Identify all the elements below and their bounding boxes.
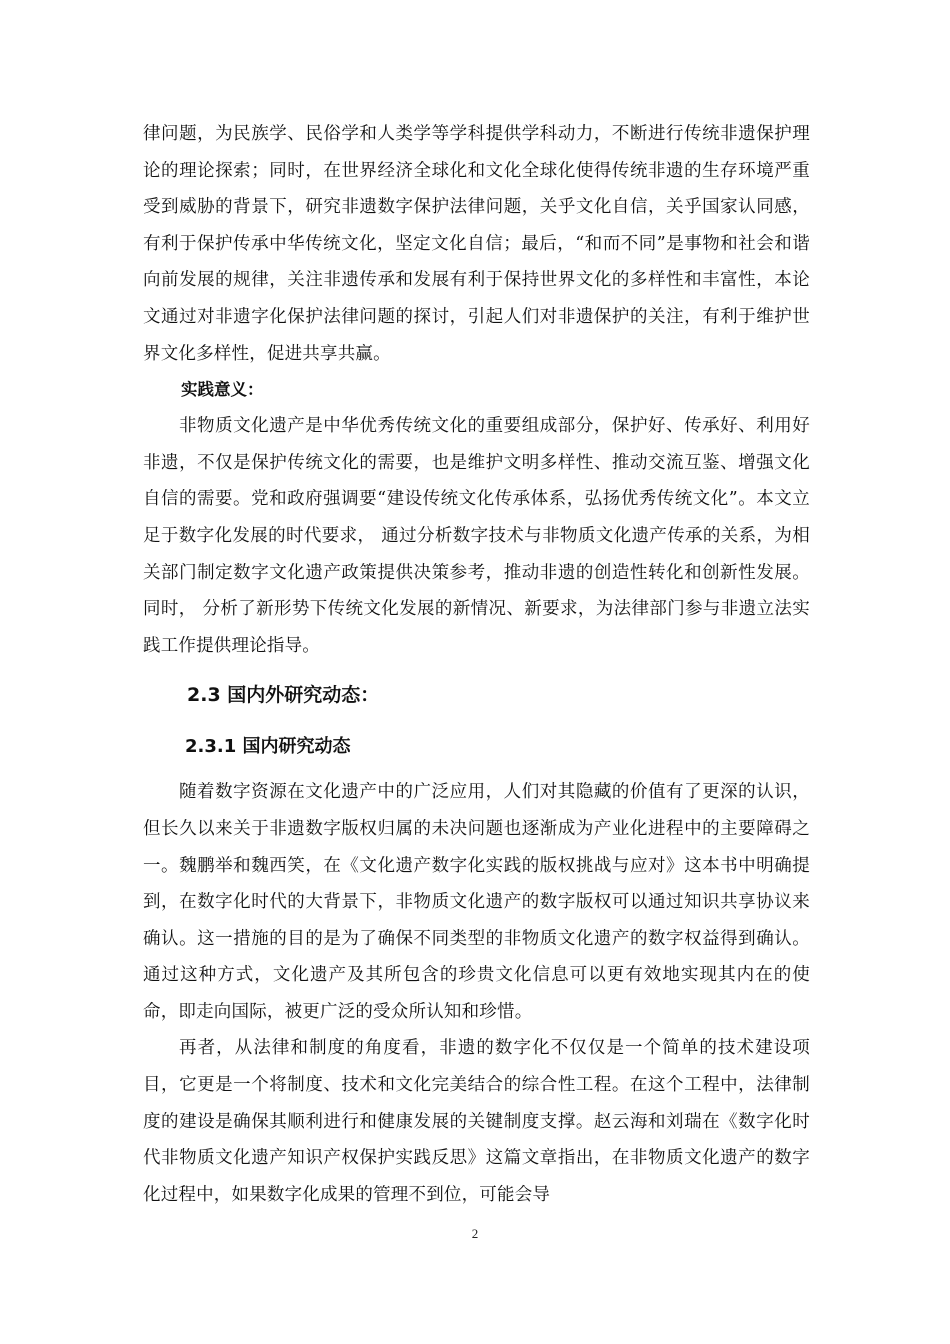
- paragraph-domestic-research-1: 随着数字资源在文化遗产中的广泛应用，人们对其隐藏的价值有了更深的认识，但长久以来关于非遗数字版权归属的未决问题也逐渐成为产业化进程中的主要障碍之一。魏鹏举和魏西笑，在《文化遗产数字化实践的版权挑战与应对》这本书中明确提到，在数字化时代的大背景下，非物质文化遗产的数字版权可以通过知识共享协议来确认。这一措施的目的是为了确保不同类型的非物质文化遗产的数字权益得到确认。通过这种方式，文化遗产及其所包含的珍贵文化信息可以更有效地实现其内在的使命，即走向国际，被更广泛的受众所认知和珍惜。: [143, 782, 810, 1022]
- practical-significance-label: 实践意义：: [181, 380, 264, 400]
- paragraph-practical-significance: 非物质文化遗产是中华优秀传统文化的重要组成部分，保护好、传承好、利用好非遗，不仅是保护传统文化的需要，也是维护文明多样性、推动交流互鉴、增强文化自信的需要。党和政府强调要“建设传统文化传承体系，弘扬优秀传统文化”。本文立足于数字化发展的时代要求， 通过分析数字技术与非物质文化遗产传承的关系，为相关部门制定数字文化遗产政策提供决策参考，推动非遗的创造性转化和创新性发展。同时， 分析了新形势下传统文化发展的新情况、新要求，为法律部门参与非遗立法实践工作提供理论指导。: [143, 416, 810, 656]
- page-body: [143, 116, 810, 1213]
- heading-2-3-1: 2.3.1 国内研究动态: [185, 736, 351, 758]
- heading-2-3: 2.3 国内外研究动态：: [187, 684, 380, 707]
- paragraph-domestic-research-2: 再者，从法律和制度的角度看，非遗的数字化不仅仅是一个简单的技术建设项目，它更是一个将制度、技术和文化完美结合的综合性工程。在这个工程中，法律制度的建设是确保其顺利进行和健康发展的关键制度支撑。赵云海和刘瑞在《数字化时代非物质文化遗产知识产权保护实践反思》这篇文章指出，在非物质文化遗产的数字化过程中，如果数字化成果的管理不到位，可能会导: [143, 1038, 810, 1205]
- paragraph-continuation: 律问题，为民族学、民俗学和人类学等学科提供学科动力，不断进行传统非遗保护理论的理论探索；同时，在世界经济全球化和文化全球化使得传统非遗的生存环境严重受到威胁的背景下，研究非遗数字保护法律问题，关乎文化自信，关乎国家认同感，有利于保护传承中华传统文化，坚定文化自信；最后，“和而不同”是事物和社会和谐向前发展的规律，关注非遗传承和发展有利于保持世界文化的多样性和丰富性，本论文通过对非遗字化保护法律问题的探讨，引起人们对非遗保护的关注，有利于维护世界文化多样性，促进共享共赢。: [143, 124, 810, 364]
- page-number: 2: [471, 1226, 479, 1241]
